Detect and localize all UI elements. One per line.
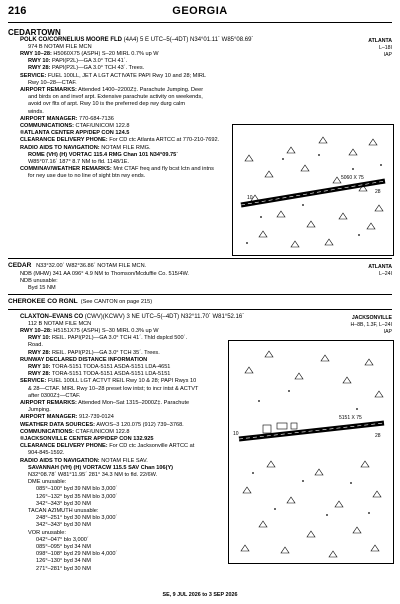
chart-ref-claxton: H–8B, 1.3F, L–24I — [350, 322, 392, 328]
remark-line: RADIO AIDS TO NAVIGATION: NOTAM FILE RMG. — [20, 144, 151, 151]
remark-line: RWY 10–28: H5151X75 (ASPH) S–30 MIRL 0.3% up W — [20, 328, 159, 334]
remark-line: COMM/NAV/WEATHER REMARKS: Mnt CTAF freq and fly bcst lctn and intns — [20, 166, 214, 173]
cherokee-cross-ref: (See CANTON on page 215) — [80, 299, 153, 305]
remark-line: Jumping. — [28, 407, 51, 414]
runway-dimension-label: 5060 X 75 — [341, 175, 364, 181]
cedar-location: N33°32.00´ W82°36.86´ NOTAM FILE MCN. — [36, 263, 147, 269]
cedar-unusable: NDB unusable: — [20, 278, 58, 284]
remark-line: 085°–100° byd 39 NM blo 3,000´ — [36, 486, 118, 493]
remark-line: CLEARANCE DELIVERY PHONE: For CD ctc Atlanta ARTCC at 770-210-7692. — [20, 137, 220, 144]
svg-text:10: 10 — [233, 431, 239, 437]
remark-line: RWY 10: PAPI(P2L)—GA 3.0° TCH 41´. — [28, 58, 128, 65]
region-jacksonville: JACKSONVILLE — [351, 315, 392, 321]
chart-ref-l18i: L–18I — [379, 45, 392, 51]
remark-line: W85°07.16´ 187° 8.7 NM to fld. 1148/1E. — [28, 159, 130, 165]
remark-line: 042°–047° blo 3,000´ — [36, 536, 89, 543]
remark-line: 126°–130° byd 34 NM — [36, 558, 91, 565]
page-header — [8, 4, 392, 23]
remark-line: after 0300Z‡—CTAF. — [28, 392, 81, 399]
remark-line: WEATHER DATA SOURCES: AWOS–3 120.075 (912) 739–3768. — [20, 421, 184, 428]
cedar-ndb-header — [8, 263, 146, 269]
remark-line: CLEARANCE DELIVERY PHONE: For CD ctc Jacksonville ARTCC at — [20, 443, 195, 450]
remark-line: SERVICE: FUEL 100LL LGT ACTVT REIL Rwy 10 & 28; PAPI Rwys 10 — [20, 378, 197, 385]
airport-id: (4A4) — [123, 37, 139, 43]
remark-line: TACAN AZIMUTH unusable: — [28, 508, 99, 514]
remark-line: avoid ovr flts of arpt. Rwy 10 is the preferred dep rwy durg calm — [28, 101, 186, 108]
airport-name: CLAXTON–EVANS CO — [20, 314, 84, 320]
divider — [8, 258, 392, 259]
page-number: 216 — [8, 5, 27, 17]
state-title: GEORGIA — [172, 5, 228, 17]
remark-line: RWY 28: REIL. PAPI(P2L)—GA 3.0° TCH 35´. Trees. — [28, 349, 160, 356]
remark-line: RWY 10–28: H5060X75 (ASPH) S–20 MIRL 0.7% up W — [20, 51, 159, 57]
cedar-ndb-line: NDB (MHW) 341 AA 096° 4.9 NM to Thomson/Mcduffie Co. 515/4W. — [20, 271, 189, 277]
remark-line: RADIO AIDS TO NAVIGATION: NOTAM FILE SAV. — [20, 457, 148, 464]
divider — [8, 294, 392, 295]
remark-line: RWY 28: TORA-5151 TODA-5151 ASDA-5151 LDA-5151 — [28, 371, 171, 378]
remark-line: SAVANNAH (VH) (H) VORTACW 115.5 SAV Chan 106(Y) — [28, 464, 174, 471]
remark-line: AIRPORT REMARKS: Attended Mon–Sat 1315–2000Z‡. Parachute — [20, 400, 190, 406]
svg-text:10: 10 — [247, 195, 253, 201]
edition-footer: SE, 9 JUL 2026 to 3 SEP 2026 — [162, 592, 238, 598]
cedar-unusable-range: Byd 15 NM — [28, 285, 56, 291]
cedar-chart-ref: L–24I — [379, 271, 392, 277]
remark-line: 271°–281° byd 30 NM — [36, 565, 91, 572]
chart-ref-iap: IAP — [383, 329, 392, 335]
airport-location: 3 NE UTC–5(–4DT) N32°11.70´ W81°52.16´ — [126, 314, 245, 320]
remark-line: 248°–251° byd 30 NM blo 3,000´ — [36, 515, 118, 522]
remark-line: ROME (VH) (H) VORTAC 115.4 RMG Chan 101 N34°09.75´ — [28, 151, 179, 158]
svg-text:28: 28 — [375, 189, 381, 195]
remark-line: COMMUNICATIONS: CTAF/UNICOM 122.8 — [20, 123, 130, 129]
remark-line: 126°–132° byd 35 NM blo 3,000´ — [36, 493, 118, 500]
airport-diagram-cedartown — [232, 124, 394, 256]
remark-line: SERVICE: FUEL 100LL, JET A LGT ACTIVATE PAPI Rwy 10 and 28; MIRL — [20, 72, 207, 79]
remark-line: Road. — [28, 342, 43, 349]
remark-line: & 28—CTAF. MIRL Rwy 10–28 preset low intst; to incr intst & ACTVT — [28, 385, 199, 392]
remark-line: COMMUNICATIONS: CTAF/UNICOM 122.8 — [20, 428, 130, 435]
airport-location: 5 E UTC–5(–4DT) N34°01.11´ W85°08.69´ — [140, 37, 254, 43]
remark-line: for ney use due to no line of sight btn rwy ends. — [28, 173, 146, 180]
divider — [8, 309, 392, 310]
remark-line: 904-845-1592. — [28, 450, 65, 457]
runway-dimension-label: 5151 X 75 — [339, 415, 362, 421]
remark-line: ®ATLANTA CENTER APP/DEP CON 124.5 — [20, 130, 130, 137]
remark-line: RWY 10: TORA-5151 TODA-5151 ASDA-5151 LDA-4651 — [28, 364, 171, 370]
remark-line: ®JACKSONVILLE CENTER APP/DEP CON 132.925 — [20, 436, 154, 442]
airport-elev-line: 974 B NOTAM FILE MCN — [28, 44, 92, 50]
chart-ref-iap: IAP — [383, 52, 392, 58]
airport-diagram-claxton — [228, 340, 394, 564]
remark-line: 342°–343° byd 30 NM — [36, 500, 91, 507]
remark-line: RWY 10: REIL. PAPI(P2L)—GA 3.0° TCH 41´. Thld dsplcd 500´. — [28, 335, 188, 342]
remark-line: RUNWAY DECLARED DISTANCE INFORMATION — [20, 356, 148, 363]
svg-text:28: 28 — [375, 433, 381, 439]
remark-line: AIRPORT MANAGER: 770-684-7136 — [20, 115, 114, 122]
remark-line: winds. — [28, 108, 44, 115]
region-atlanta: ATLANTA — [368, 38, 392, 44]
cedar-region: ATLANTA — [368, 264, 392, 270]
airport-name-cherokee: CHEROKEE CO RGNL — [8, 298, 78, 305]
remark-line: N32°08.78´ W81°11.95´ 281° 34.3 NM to fld. 22/6W. — [28, 472, 158, 478]
remark-line: and birds on and invof arpt. Extensive parachute activity on weekends, — [28, 94, 203, 101]
city-name-cedartown: CEDARTOWN — [8, 28, 61, 37]
airport-id: (CWV)(KCWV) — [84, 314, 125, 320]
remark-line: RWY 28: PAPI(P2L)—GA 3.0° TCH 43´. Trees. — [28, 65, 145, 72]
airport-name-polk — [20, 37, 253, 43]
remark-line: 098°–108° byd 29 NM blo 4,000´ — [36, 551, 118, 558]
remark-line: VOR unusable: — [28, 529, 66, 536]
remark-line: AIRPORT MANAGER: 912-739-0124 — [20, 414, 114, 421]
cherokee-entry — [8, 299, 152, 305]
remark-line: AIRPORT REMARKS: Attended 1400–2200Z‡. Parachute Jumping. Deer — [20, 87, 204, 93]
remark-line: DME unusable: — [28, 479, 67, 486]
remark-line: 342°–343° byd 30 NM — [36, 522, 91, 529]
remark-line: Rwy 10–28—CTAF. — [28, 79, 77, 86]
navaid-name-cedar: CEDAR — [8, 262, 32, 269]
airport-elev-line: 112 B NOTAM FILE MCN — [28, 321, 92, 327]
remark-line: 085°–095° byd 34 NM — [36, 544, 91, 550]
airport-name: POLK CO/CORNELIUS MOORE FLD — [20, 37, 122, 43]
airport-name-claxton-line — [20, 314, 244, 320]
